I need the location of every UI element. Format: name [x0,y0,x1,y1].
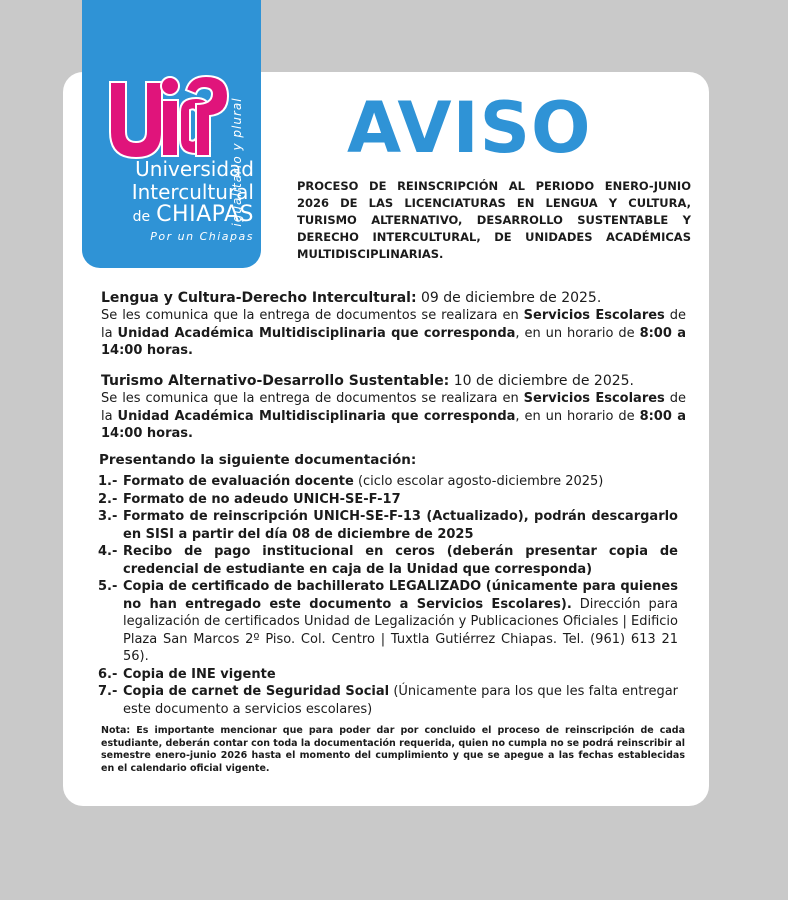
item-text [123,491,678,509]
section-body-b1: Servicios Escolares [523,391,665,406]
list-item [98,508,678,543]
list-item [98,491,678,509]
item-rest: (ciclo escolar agosto-diciembre 2025) [353,474,604,489]
item-number: 6.- [98,666,118,682]
item-text [123,508,678,543]
docs-title: Presentando la siguiente documentación: [99,452,417,468]
section-heading [101,372,686,390]
section-body-mid2: , en un horario de [515,408,640,424]
item-bold: Copia de INE vigente [123,666,276,682]
item-bold: Formato de no adeudo UNICH-SE-F-17 [123,491,401,507]
list-item [98,578,678,666]
list-item [98,683,678,718]
list-item [98,543,678,578]
logo-chiapas: CHIAPAS [156,202,254,227]
item-number: 7.- [98,684,118,699]
item-number: 3.- [98,509,118,524]
item-bold: Formato de evaluación docente [123,474,354,489]
section-body-b2: Unidad Académica Multidisciplinaria que corresponda [117,408,516,424]
page-title: AVISO [347,87,592,169]
list-item [98,473,678,491]
item-text [123,666,678,684]
section-body-b3: 8:00 a 14:00 horas. [101,408,686,441]
item-number: 2.- [98,491,118,507]
section-heading [101,289,686,307]
unich-logo-mark [102,72,232,160]
item-text [123,683,678,718]
section-body-mid1: de la [101,308,686,341]
logo-tagline: Por un Chiapas [150,230,254,243]
logo-line-universidad: Universidad [135,157,254,181]
footnote: Nota: Es importante mencionar que para poder dar por concluido el proceso de reinscripción de cada estudiante, deberán contar con toda la documentación requerida, quien no cumpla no se podrá reinscribir al semestre enero-junio 2026 hasta el momento del cumplimiento y que se apegue a las fechas establecidas en el calendario oficial vigente. [101,725,685,774]
section-body-mid2: , en un horario de [515,325,640,341]
item-text [123,543,678,578]
item-rest: (Únicamente para los que les falta entregar este documento a servicios escolares) [123,684,679,717]
section-heading-label: Lengua y Cultura-Derecho Intercultural: [101,290,417,306]
section-body-b2: Unidad Académica Multidisciplinaria que corresponda [117,325,516,341]
logo-de: de [132,209,151,225]
item-number: 5.- [98,579,118,594]
intro-text: PROCESO DE REINSCRIPCIÓN AL PERIODO ENERO-JUNIO 2026 DE LAS LICENCIATURAS EN LENGUA Y CULTURA, TURISMO ALTERNATIVO, DESARROLLO SUSTENTABLE Y DERECHO INTERCULTURAL, DE UNIDADES ACADÉMICAS MULTIDISCIPLINARIAS. [297,179,691,261]
section-body-b3: 8:00 a 14:00 horas. [101,325,686,358]
logo-side-label: igualitario y plural [230,97,244,227]
item-bold: Recibo de pago institucional en ceros (deberán presentar copia de credencial de estudiante en caja de la Unidad que corresponda) [123,544,678,577]
section-heading-date: 09 de diciembre de 2025. [416,290,602,306]
section-body-b1: Servicios Escolares [523,308,665,323]
documents-list [98,473,678,718]
section-body-mid1: de la [101,391,686,424]
list-item [98,666,678,684]
item-number: 1.- [98,474,118,489]
logo-line-intercultural: Intercultural [131,180,254,204]
section-heading-label: Turismo Alternativo-Desarrollo Sustentable: [101,373,450,389]
section-body-pre: Se les comunica que la entrega de documentos se realizara en [101,391,524,406]
item-text [123,473,678,491]
logo-side-text [226,72,248,252]
item-text [123,578,678,666]
item-bold: Copia de carnet de Seguridad Social [123,684,390,699]
item-bold: Copia de certificado de bachillerato LEGALIZADO (únicamente para quienes no han entregado este documento a Servicios Escolares). [123,579,678,612]
section-turismo [101,372,686,443]
section-heading-date: 10 de diciembre de 2025. [449,373,635,389]
item-bold: Formato de reinscripción UNICH-SE-F-13 (Actualizado), podrán descargarlo en SISI a partir del día 08 de diciembre de 2025 [123,509,678,542]
item-rest: Dirección para legalización de certificados Unidad de Legalización y Publicaciones Oficiales | Edificio Plaza San Marcos 2º Piso. Col. Centro | Tuxtla Gutiérrez Chiapas. Tel. (961) 613 21 56). [123,596,678,664]
section-body-pre: Se les comunica que la entrega de documentos se realizara en [101,308,524,323]
section-lengua [101,289,686,360]
item-number: 4.- [98,544,118,559]
